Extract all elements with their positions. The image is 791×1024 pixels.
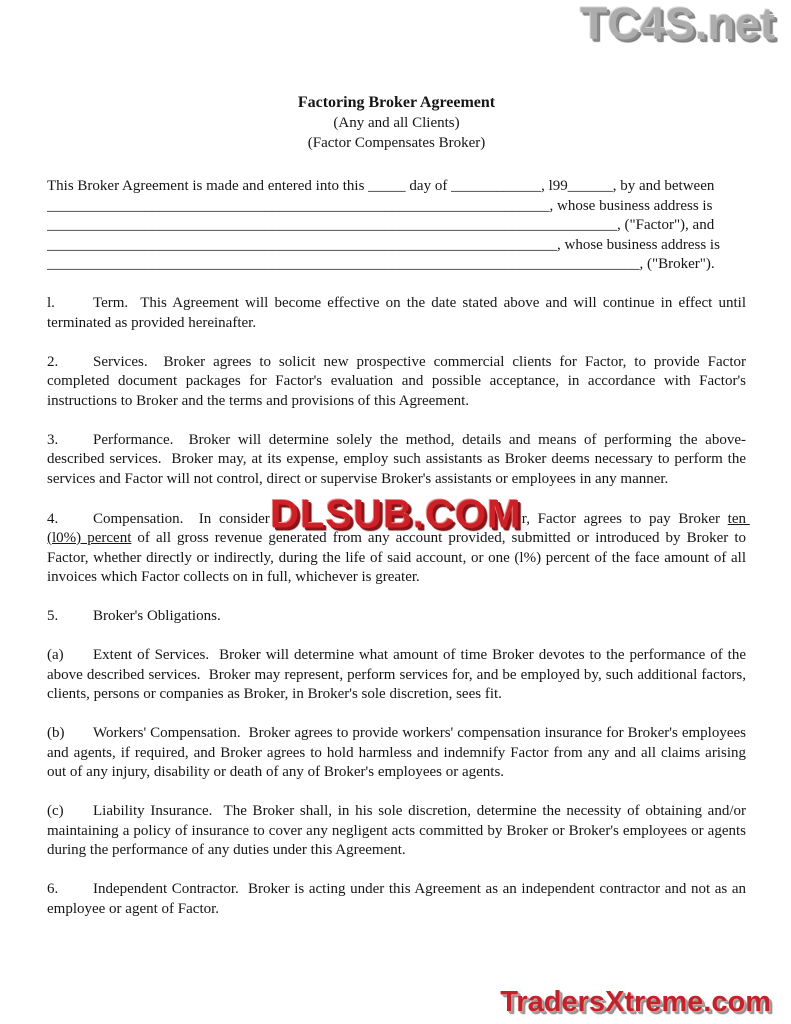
intro-line-3: ____________________________________________________________________________, ("Factor"), and [47,217,715,233]
section-obligations [47,607,746,627]
intro-line-2: ___________________________________________________________________, whose business address is [47,197,713,214]
section-compensation [47,491,750,588]
subsection-workers-compensation [47,724,750,783]
intro-line-1: This Broker Agreement is made and entered into this _____ day of ____________, l99______, by and between [47,178,715,194]
section-number: 2. [47,353,59,370]
subsection-letter: (c) [47,803,64,819]
section-performance [47,431,750,490]
subsection-text: Liability Insurance. The Broker shall, in his sole discretion, determine the necessity of obtaining and/or maintaining a policy of insurance to cover any negligent acts committed by Broker or Broker's employees or agents during the performance of any duties under this Agreement. [47,803,750,858]
subsection-text: Workers' Compensation. Broker agrees to provide workers' compensation insurance for Broker's employees and agents, if required, and Broker agrees to hold harmless and indemnify Factor from any and all claims arising out of any injury, disability or death of any of Broker's employees or agents. [47,725,750,780]
subsection-liability-insurance [47,802,750,861]
section-text-post: r, Factor agrees to pay Broker [521,510,728,527]
tc4s-logo: TC4S.net [579,0,775,49]
section-text: Broker's Obligations. [93,608,221,624]
section-independent-contractor [47,880,750,919]
tradersxtreme-logo: TradersXtreme.com [500,985,771,1018]
intro-line-5: _______________________________________________________________________________, ("Broker"). [47,256,715,272]
section-text: Term. This Agreement will become effective on the date stated above and will continue in effect until terminated as provided hereinafter. [47,295,750,331]
document-content [47,0,750,939]
section-text-rest: of all gross revenue generated from any account provided, submitted or introduced by Broker to Factor, whether directly or indirectly, during the life of said account, or one (l%) percent of the face amount of all invoices which Factor collects on in full, whichever is greater. [47,530,750,585]
document-title: Factoring Broker Agreement [297,94,496,111]
document-subtitle-compensates: (Factor Compensates Broker) [307,135,486,151]
section-services [47,353,750,412]
section-text: Performance. Broker will determine solely the method, details and means of performing the above-described services. Broker may, at its expense, employ such assistants as Broker deems necessary to perform the services and Factor will not control, direct or supervise Broker's assistants or employees in any manner. [47,431,750,487]
section-text: Services. Broker agrees to solicit new prospective commercial clients for Factor, to provide Factor completed document packages for Factor's evaluation and possible acceptance, in accordance with Factor's instructions to Broker and the terms and provisions of this Agreement. [47,353,750,409]
section-text-pre: Compensation. In consider [93,510,270,527]
intro-paragraph [47,177,746,275]
subsection-letter: (a) [47,647,64,663]
dlsub-watermark-text: DLSUB.COM [270,491,522,536]
subsection-letter: (b) [47,725,65,741]
section-number: 5. [47,608,59,624]
dlsub-watermark [270,491,522,536]
subsection-extent-of-services [47,646,750,705]
section-text: Independent Contractor. Broker is acting under this Agreement as an independent contractor and not as an employee or agent of Factor. [47,881,750,917]
section-number: l. [47,295,55,311]
document-subtitle-clients: (Any and all Clients) [333,115,460,131]
section-number: 4. [47,510,59,527]
section-number: 6. [47,881,59,897]
section-number: 3. [47,431,59,448]
subsection-text: Extent of Services. Broker will determine what amount of time Broker devotes to the performance of the above described services. Broker may represent, perform services for, and be employed by, such additional factors, clients, persons or companies as Broker, in Broker's sole discretion, sees fit. [47,647,750,702]
underlined-ten-percent: ten (l0%) percent [47,510,750,546]
intro-line-4: ____________________________________________________________________, whose business address is [47,236,720,253]
section-term [47,294,750,333]
